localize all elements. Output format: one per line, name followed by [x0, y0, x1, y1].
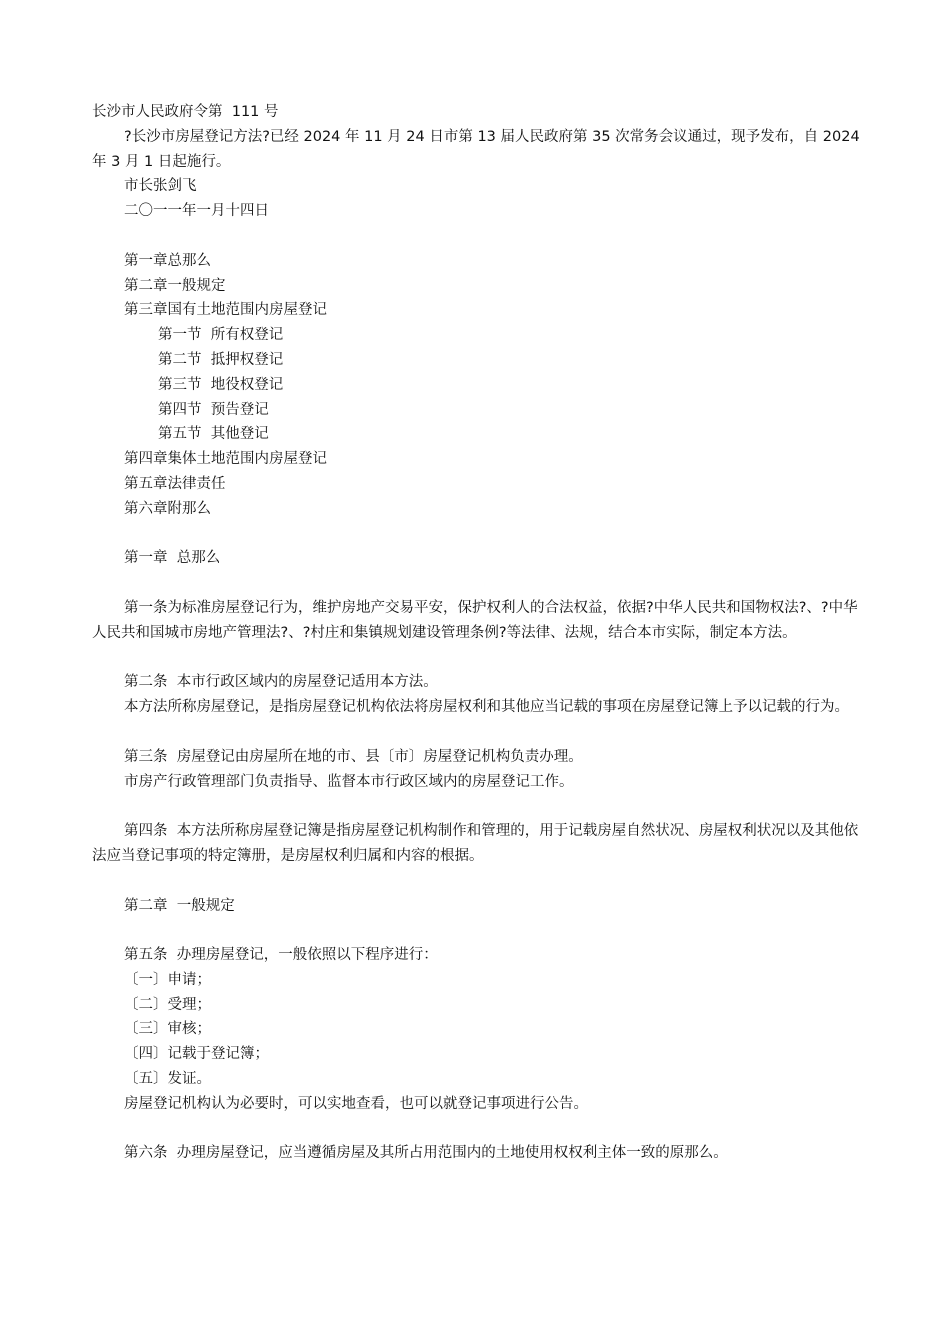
toc-section: 第一节 所有权登记 — [158, 327, 284, 344]
article-6: 第六条 办理房屋登记，应当遵循房屋及其所占用范围内的土地使用权权利主体一致的原那么。 — [124, 1145, 728, 1162]
article-3-para-2: 市房产行政管理部门负责指导、监督本市行政区域内的房屋登记工作。 — [124, 773, 574, 790]
toc-chapter-2: 第二章一般规定 — [124, 277, 226, 294]
article-2-para-2: 本方法所称房屋登记，是指房屋登记机构依法将房屋权利和其他应当记载的事项在房屋登记簿上予以记载的行为。 — [124, 699, 849, 716]
toc-section: 第五节 其他登记 — [158, 426, 269, 443]
article-1: 第一条为标准房屋登记行为，维护房地产交易平安，保护权利人的合法权益，依据?中华人民共和国物权法?、?中华人民共和国城市房地产管理法?、?村庄和集镇规划建设管理条例?等法律、法规，结合本市实际，制定本方法。 — [92, 599, 858, 641]
issue-date: 二〇一一年一月十四日 — [124, 203, 269, 220]
article-2-para-1: 第二条 本市行政区域内的房屋登记适用本方法。 — [124, 674, 438, 691]
table-of-contents — [92, 249, 868, 522]
toc-chapter-1: 第一章总那么 — [124, 252, 211, 269]
article-4: 第四条 本方法所称房屋登记簿是指房屋登记机构制作和管理的，用于记载房屋自然状况、房屋权利状况以及其他依法应当登记事项的特定簿册，是房屋权利归属和内容的根据。 — [92, 823, 859, 864]
article-5-para-2: 房屋登记机构认为必要时，可以实地查看，也可以就登记事项进行公告。 — [124, 1095, 588, 1112]
toc-chapter-4: 第四章集体土地范围内房屋登记 — [124, 451, 327, 468]
article-5-item: 〔一〕申请； — [124, 971, 211, 988]
chapter-2-heading: 第二章 一般规定 — [124, 897, 235, 914]
toc-chapter-6: 第六章附那么 — [124, 500, 211, 517]
order-title: 长沙市人民政府令第 111 号 — [92, 104, 279, 120]
article-5-item: 〔五〕发证。 — [124, 1071, 211, 1088]
document-page — [92, 100, 868, 1166]
toc-section: 第三节 地役权登记 — [158, 376, 284, 393]
article-5-item: 〔二〕受理； — [124, 996, 211, 1013]
article-5-item: 〔三〕审核； — [124, 1021, 211, 1038]
toc-section: 第二节 抵押权登记 — [158, 351, 284, 368]
article-3-para-1: 第三条 房屋登记由房屋所在地的市、县〔市〕房屋登记机构负责办理。 — [124, 748, 583, 765]
article-5-item: 〔四〕记载于登记簿； — [124, 1046, 269, 1063]
article-5-para-1: 第五条 办理房屋登记，一般依照以下程序进行： — [124, 947, 438, 964]
chapter-1-heading: 第一章 总那么 — [124, 550, 221, 567]
mayor-signature: 市长张剑飞 — [124, 178, 197, 195]
toc-chapter-5: 第五章法律责任 — [124, 475, 226, 492]
intro-paragraph: ?长沙市房屋登记方法?已经 2024 年 11 月 24 日市第 13 届人民政府第 35 次常务会议通过，现予发布，自 2024 年 3 月 1 日起施行。 — [92, 128, 865, 170]
toc-section: 第四节 预告登记 — [158, 401, 269, 418]
toc-chapter-3: 第三章国有土地范围内房屋登记 — [124, 302, 327, 319]
